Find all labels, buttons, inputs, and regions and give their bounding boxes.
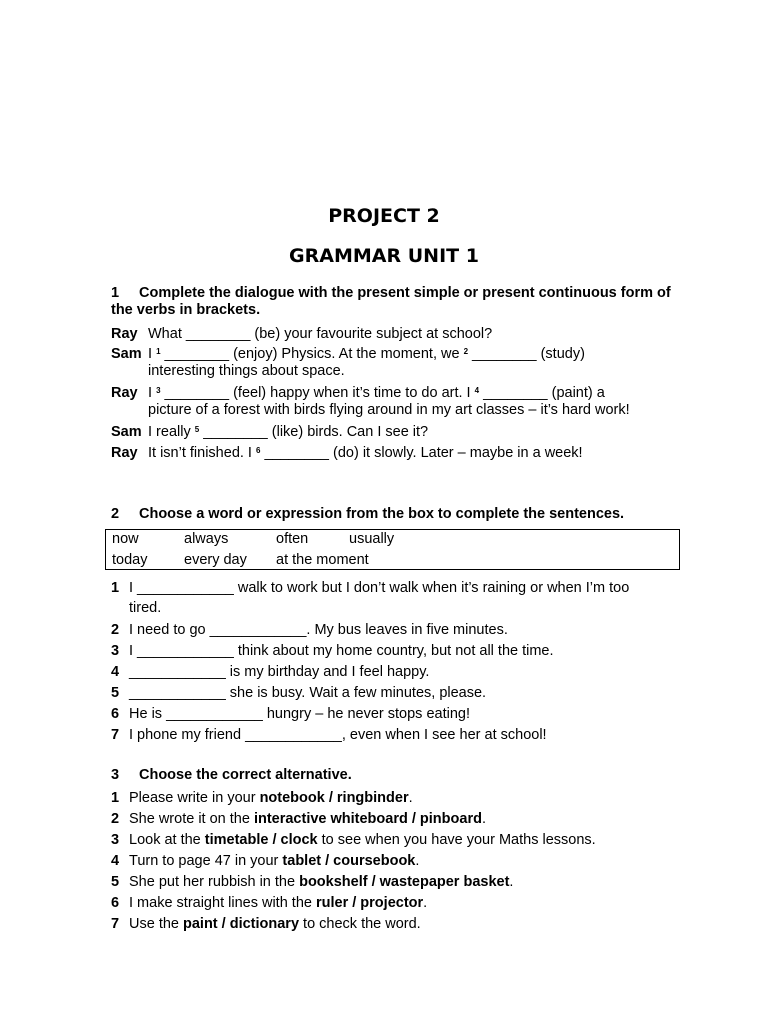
item-number: 3	[111, 643, 120, 659]
exercise-3-heading	[111, 767, 671, 784]
box-word: at the moment	[276, 552, 369, 568]
list-item	[111, 851, 681, 871]
page-subtitle: GRAMMAR UNIT 1	[289, 245, 479, 267]
item-number: 7	[111, 727, 120, 743]
alternatives: interactive whiteboard / pinboard	[253, 811, 482, 827]
item-number: 3	[111, 832, 120, 848]
alternatives: timetable / clock	[204, 832, 318, 848]
item-number: 6	[111, 895, 120, 911]
item-number: 4	[111, 664, 120, 680]
item-text: .	[408, 790, 413, 806]
list-item	[111, 725, 681, 745]
item-text: .	[415, 853, 420, 869]
dialogue-text: What ________ (be) your favourite subject at school?	[148, 326, 493, 342]
dialogue-text: interesting things about space.	[148, 363, 345, 379]
list-item	[111, 641, 681, 661]
item-text: tired.	[129, 600, 162, 616]
dialogue-text: ________ (paint) a	[479, 385, 605, 401]
gap-number: 2	[463, 347, 469, 356]
item-text: She put her rubbish in the	[129, 874, 300, 890]
item-text: .	[509, 874, 514, 890]
word-box	[105, 529, 680, 570]
gap-number: 5	[194, 425, 200, 434]
alternatives: paint / dictionary	[183, 916, 300, 932]
item-text: He is ____________ hungry – he never stops eating!	[129, 706, 470, 722]
list-item	[111, 809, 681, 829]
dialogue-text: ________ (feel) happy when it’s time to do art. I	[160, 385, 475, 401]
item-text: I need to go ____________. My bus leaves in five minutes.	[129, 622, 508, 638]
speaker-name: Ray	[111, 385, 138, 401]
exercise-1-heading	[111, 285, 671, 319]
alternatives: ruler / projector	[315, 895, 424, 911]
list-item	[111, 704, 681, 724]
item-text: I ____________ think about my home country, but not all the time.	[129, 643, 554, 659]
item-number: 2	[111, 622, 120, 638]
list-item	[111, 893, 681, 913]
exercise-3-number: 3	[111, 767, 120, 783]
item-number: 5	[111, 874, 120, 890]
list-item	[111, 620, 681, 640]
page-title: PROJECT 2	[328, 205, 440, 227]
dialogue-text: It isn’t finished. I	[148, 445, 256, 461]
speaker-name: Ray	[111, 326, 138, 342]
item-number: 1	[111, 790, 120, 806]
box-word: often	[276, 531, 309, 547]
dialogue-text: picture of a forest with birds flying around in my art classes – it’s hard work!	[148, 402, 630, 418]
item-text: to check the word.	[299, 916, 421, 932]
dialogue-line	[111, 385, 691, 419]
item-number: 1	[111, 580, 120, 596]
item-text: Look at the	[129, 832, 205, 848]
speaker-name: Sam	[111, 346, 142, 362]
item-text: I ____________ walk to work but I don’t walk when it’s raining or when I’m too	[129, 580, 630, 596]
exercise-1-instruction: Complete the dialogue with the present simple or present continuous form of the verbs in brackets.	[111, 285, 671, 318]
alternatives: notebook / ringbinder	[259, 790, 409, 806]
item-number: 5	[111, 685, 120, 701]
box-word: today	[112, 552, 148, 568]
item-text: She wrote it on the	[129, 811, 254, 827]
box-word: usually	[349, 531, 395, 547]
gap-number: 1	[156, 347, 161, 356]
item-text: ____________ is my birthday and I feel happy.	[129, 664, 430, 680]
alternatives: tablet / coursebook	[282, 853, 416, 869]
exercise-3-instruction: Choose the correct alternative.	[139, 767, 352, 783]
item-text: Use the	[129, 916, 183, 932]
dialogue-text: ________ (do) it slowly. Later – maybe in a week!	[260, 445, 583, 461]
item-number: 4	[111, 853, 120, 869]
dialogue-line	[111, 445, 691, 462]
exercise-2-instruction: Choose a word or expression from the box to complete the sentences.	[139, 506, 625, 522]
box-word: every day	[184, 552, 247, 568]
box-word: always	[184, 531, 229, 547]
dialogue-text: ________ (study)	[468, 346, 585, 362]
dialogue-line	[111, 424, 691, 441]
list-item	[111, 578, 681, 618]
item-text: .	[481, 811, 486, 827]
dialogue-text: I really	[148, 424, 195, 440]
gap-number: 3	[156, 386, 161, 395]
item-text: .	[423, 895, 428, 911]
list-item	[111, 872, 681, 892]
item-text: ____________ she is busy. Wait a few minutes, please.	[129, 685, 487, 701]
exercise-2-heading	[111, 506, 671, 523]
exercise-1-number: 1	[111, 285, 120, 301]
gap-number: 6	[256, 446, 261, 455]
speaker-name: Sam	[111, 424, 142, 440]
item-number: 7	[111, 916, 120, 932]
item-text: I make straight lines with the	[129, 895, 316, 911]
dialogue-text: ________ (like) birds. Can I see it?	[199, 424, 429, 440]
item-number: 2	[111, 811, 120, 827]
item-text: Please write in your	[129, 790, 260, 806]
alternatives: bookshelf / wastepaper basket	[299, 874, 510, 890]
dialogue-text: ________ (enjoy) Physics. At the moment, we	[160, 346, 464, 362]
dialogue-line	[111, 326, 691, 343]
list-item	[111, 914, 681, 934]
dialogue-text: I	[148, 346, 157, 362]
item-text: Turn to page 47 in your	[129, 853, 283, 869]
exercise-2-number: 2	[111, 506, 120, 522]
item-text: to see when you have your Maths lessons.	[317, 832, 596, 848]
list-item	[111, 683, 681, 703]
box-word: now	[112, 531, 139, 547]
gap-number: 4	[474, 386, 480, 395]
speaker-name: Ray	[111, 445, 138, 461]
list-item	[111, 662, 681, 682]
list-item	[111, 830, 681, 850]
list-item	[111, 788, 681, 808]
item-number: 6	[111, 706, 120, 722]
item-text: I phone my friend ____________, even when I see her at school!	[129, 727, 547, 743]
dialogue-line	[111, 346, 691, 380]
dialogue-text: I	[148, 385, 157, 401]
